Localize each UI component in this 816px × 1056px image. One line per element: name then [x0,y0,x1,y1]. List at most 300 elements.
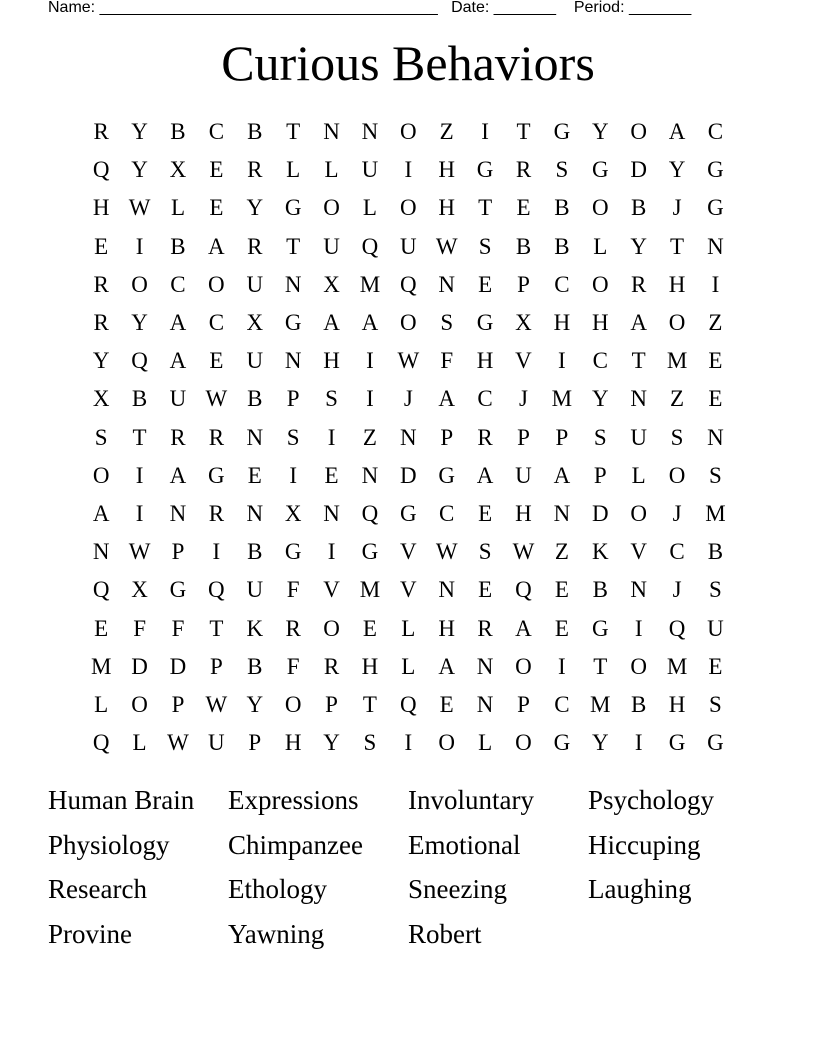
grid-letter[interactable]: U [361,157,379,183]
grid-letter[interactable]: U [400,233,417,259]
grid-letter[interactable]: S [593,424,607,450]
grid-letter[interactable]: I [212,539,221,565]
grid-letter[interactable]: A [169,310,187,336]
grid-letter[interactable]: E [516,195,531,221]
grid-letter[interactable]: U [208,730,225,756]
grid-letter[interactable]: O [92,462,110,488]
grid-letter[interactable]: P [171,539,185,565]
grid-letter[interactable]: O [591,271,609,297]
grid-letter[interactable]: B [247,539,263,565]
grid-letter[interactable]: T [286,119,301,145]
grid-letter[interactable]: L [401,653,416,679]
grid-letter[interactable]: I [135,500,144,526]
grid-letter[interactable]: Z [439,119,454,145]
grid-letter[interactable]: H [476,348,494,374]
grid-letter[interactable]: I [366,348,374,374]
grid-letter[interactable]: N [400,424,417,450]
grid-letter[interactable]: G [284,539,302,565]
grid-letter[interactable]: G [476,157,494,183]
grid-letter[interactable]: Q [92,157,110,183]
grid-letter[interactable]: O [208,271,225,297]
grid-letter[interactable]: C [208,119,225,145]
grid-letter[interactable]: W [167,730,189,756]
grid-letter[interactable]: T [516,119,531,145]
grid-letter[interactable]: Q [361,233,379,259]
grid-letter[interactable]: A [323,310,340,336]
grid-letter[interactable]: F [440,348,454,374]
grid-letter[interactable]: E [708,386,723,412]
grid-letter[interactable]: C [592,348,608,374]
grid-letter[interactable]: C [439,500,455,526]
grid-letter[interactable]: T [209,615,224,641]
grid-letter[interactable]: S [325,386,338,412]
grid-letter[interactable]: W [512,539,535,565]
grid-letter[interactable]: I [404,157,413,183]
grid-letter[interactable]: S [363,730,377,756]
grid-letter[interactable]: H [438,615,456,641]
grid-letter[interactable]: Q [131,348,148,374]
grid-letter[interactable]: M [666,348,688,374]
grid-letter[interactable]: Q [515,577,532,603]
grid-letter[interactable]: X [246,310,264,336]
grid-letter[interactable]: E [247,462,262,488]
grid-letter[interactable]: I [558,653,566,679]
grid-letter[interactable]: A [553,462,571,488]
grid-letter[interactable]: Y [591,386,609,412]
grid-letter[interactable]: U [515,462,532,488]
grid-letter[interactable]: Q [92,577,110,603]
grid-letter[interactable]: P [325,691,338,717]
grid-letter[interactable]: N [630,386,647,412]
grid-letter[interactable]: B [707,539,724,565]
grid-letter[interactable]: N [707,424,724,450]
grid-letter[interactable]: O [284,691,302,717]
grid-letter[interactable]: J [672,500,682,526]
grid-letter[interactable]: C [477,386,493,412]
grid-letter[interactable]: T [286,233,301,259]
grid-letter[interactable]: G [553,730,571,756]
grid-letter[interactable]: A [438,386,456,412]
grid-letter[interactable]: R [515,157,532,183]
grid-letter[interactable]: K [246,615,264,641]
grid-letter[interactable]: N [92,539,110,565]
grid-letter[interactable]: L [631,462,646,488]
grid-letter[interactable]: O [131,271,148,297]
grid-letter[interactable]: O [668,462,686,488]
grid-letter[interactable]: M [359,577,381,603]
grid-letter[interactable]: B [170,233,186,259]
grid-letter[interactable]: W [435,539,458,565]
grid-letter[interactable]: S [478,233,492,259]
grid-letter[interactable]: G [284,310,302,336]
grid-letter[interactable]: H [438,157,456,183]
grid-letter[interactable]: U [246,577,264,603]
grid-letter[interactable]: S [94,424,108,450]
grid-letter[interactable]: R [247,233,263,259]
grid-letter[interactable]: N [284,271,302,297]
grid-letter[interactable]: G [361,539,379,565]
grid-letter[interactable]: F [286,653,300,679]
grid-letter[interactable]: X [284,500,302,526]
grid-letter[interactable]: E [554,577,569,603]
grid-letter[interactable]: P [171,691,185,717]
grid-letter[interactable]: G [668,730,686,756]
grid-letter[interactable]: R [477,424,493,450]
grid-letter[interactable]: S [670,424,684,450]
grid-letter[interactable]: N [169,500,187,526]
grid-letter[interactable]: O [438,730,456,756]
grid-letter[interactable]: O [400,119,417,145]
grid-letter[interactable]: L [478,730,493,756]
grid-letter[interactable]: T [478,195,493,221]
grid-letter[interactable]: J [672,577,682,603]
grid-letter[interactable]: X [323,271,340,297]
letter-grid[interactable] [82,113,735,762]
word-bank-item: Psychology [588,785,715,815]
grid-letter[interactable]: H [591,310,609,336]
grid-letter[interactable]: I [711,271,720,297]
grid-letter[interactable]: V [400,577,417,603]
grid-letter[interactable]: Y [131,310,148,336]
grid-letter[interactable]: Y [131,157,148,183]
grid-letter[interactable]: F [171,615,185,641]
grid-letter[interactable]: G [438,462,456,488]
grid-letter[interactable]: X [131,577,148,603]
grid-letter[interactable]: T [593,653,608,679]
grid-letter[interactable]: B [131,386,148,412]
grid-letter[interactable]: G [707,157,724,183]
grid-letter[interactable]: T [670,233,685,259]
grid-letter[interactable]: Q [668,615,686,641]
grid-letter[interactable]: R [285,615,301,641]
grid-letter[interactable]: E [209,348,224,374]
grid-letter[interactable]: Y [246,195,264,221]
grid-letter[interactable]: O [630,653,647,679]
grid-letter[interactable]: B [247,386,263,412]
grid-letter[interactable]: U [707,615,724,641]
grid-letter[interactable]: U [246,271,264,297]
grid-letter[interactable]: O [591,195,609,221]
grid-letter[interactable]: O [400,195,417,221]
word-bank-item: Emotional [408,829,521,860]
grid-letter[interactable]: A [630,310,647,336]
grid-letter[interactable]: R [630,271,647,297]
grid-letter[interactable]: Y [630,233,647,259]
grid-letter[interactable]: B [554,195,570,221]
grid-letter[interactable]: O [515,730,532,756]
grid-letter[interactable]: A [476,462,494,488]
grid-letter[interactable]: P [517,271,530,297]
grid-letter[interactable]: T [631,348,646,374]
grid-letter[interactable]: N [476,691,494,717]
grid-letter[interactable]: Z [554,539,569,565]
grid-letter[interactable]: S [555,157,569,183]
grid-letter[interactable]: Y [591,730,609,756]
grid-letter[interactable]: D [131,653,148,679]
grid-letter[interactable]: B [630,195,647,221]
grid-letter[interactable]: U [323,233,340,259]
grid-letter[interactable]: H [668,691,686,717]
grid-letter[interactable]: K [591,539,609,565]
grid-letter[interactable]: N [361,462,379,488]
grid-letter[interactable]: Y [92,348,110,374]
grid-letter[interactable]: S [286,424,300,450]
grid-letter[interactable]: Z [362,424,377,450]
grid-letter[interactable]: B [515,233,532,259]
grid-letter[interactable]: I [558,348,566,374]
grid-letter[interactable]: S [709,691,722,717]
grid-letter[interactable]: Q [208,577,225,603]
grid-letter[interactable]: Y [246,691,264,717]
grid-letter[interactable]: P [248,730,262,756]
grid-letter[interactable]: M [359,271,381,297]
grid-letter[interactable]: Y [668,157,686,183]
grid-letter[interactable]: W [128,539,151,565]
grid-letter[interactable]: X [92,386,110,412]
grid-letter[interactable]: A [169,348,187,374]
grid-letter[interactable]: V [630,539,647,565]
grid-letter[interactable]: B [247,653,263,679]
grid-letter[interactable]: N [438,577,456,603]
grid-letter[interactable]: W [205,386,228,412]
grid-letter[interactable]: M [705,500,726,526]
grid-letter[interactable]: L [170,195,185,221]
grid-letter[interactable]: V [515,348,532,374]
grid-letter[interactable]: P [555,424,569,450]
grid-letter[interactable]: G [553,119,571,145]
grid-letter[interactable]: N [476,653,494,679]
grid-letter[interactable]: P [286,386,300,412]
grid-letter[interactable]: E [209,195,224,221]
grid-letter[interactable]: I [135,462,144,488]
grid-letter[interactable]: R [208,500,225,526]
grid-letter[interactable]: D [630,157,647,183]
grid-letter[interactable]: X [515,310,532,336]
grid-letter[interactable]: I [327,539,336,565]
grid-letter[interactable]: Z [670,386,685,412]
word-bank-item: Ethology [228,874,327,904]
grid-letter[interactable]: D [400,462,417,488]
grid-letter[interactable]: J [403,386,413,412]
grid-letter[interactable]: I [481,119,489,145]
grid-letter[interactable]: B [554,233,570,259]
word-bank-item: Expressions [228,785,359,815]
grid-letter[interactable]: C [208,310,225,336]
name-field-label[interactable]: Name: ______________________________________ [48,0,438,16]
student-info-header [48,0,691,17]
grid-letter[interactable]: Q [92,730,110,756]
grid-letter[interactable]: L [362,195,377,221]
grid-letter[interactable]: W [397,348,420,374]
grid-letter[interactable]: I [289,462,297,488]
grid-letter[interactable]: I [404,730,413,756]
grid-letter[interactable]: S [709,577,722,603]
grid-letter[interactable]: J [672,195,682,221]
grid-letter[interactable]: A [668,119,686,145]
grid-letter[interactable]: E [94,615,109,641]
grid-letter[interactable]: O [515,653,532,679]
grid-letter[interactable]: U [630,424,647,450]
grid-letter[interactable]: F [286,577,300,603]
grid-letter[interactable]: G [208,462,225,488]
grid-letter[interactable]: H [515,500,532,526]
grid-letter[interactable]: S [440,310,454,336]
grid-letter[interactable]: H [668,271,686,297]
grid-letter[interactable]: N [553,500,571,526]
grid-letter[interactable]: C [554,691,570,717]
grid-letter[interactable]: N [361,119,379,145]
grid-letter[interactable]: C [707,119,724,145]
grid-letter[interactable]: G [591,157,609,183]
grid-letter[interactable]: N [707,233,724,259]
grid-letter[interactable]: Y [591,119,609,145]
grid-letter[interactable]: P [209,653,223,679]
period-field-label[interactable]: Period: _______ [573,0,692,16]
grid-letter[interactable]: D [169,653,187,679]
grid-letter[interactable]: A [208,233,225,259]
grid-letter[interactable]: P [593,462,607,488]
grid-letter[interactable]: P [440,424,454,450]
grid-letter[interactable]: B [630,691,647,717]
date-field-label[interactable]: Date: _______ [451,0,557,16]
grid-letter[interactable]: E [478,577,493,603]
grid-letter[interactable]: R [208,424,225,450]
grid-letter[interactable]: Y [323,730,340,756]
grid-letter[interactable]: A [92,500,110,526]
grid-letter[interactable]: U [246,348,264,374]
grid-letter[interactable]: G [400,500,417,526]
grid-letter[interactable]: P [517,691,530,717]
grid-letter[interactable]: H [284,730,302,756]
grid-letter[interactable]: N [246,500,264,526]
grid-letter[interactable]: Z [708,310,723,336]
grid-letter[interactable]: O [131,691,148,717]
grid-letter[interactable]: O [323,195,340,221]
grid-letter[interactable]: T [362,691,377,717]
grid-letter[interactable]: Q [400,691,417,717]
grid-letter[interactable]: E [708,653,723,679]
grid-letter[interactable]: E [324,462,339,488]
grid-letter[interactable]: A [169,462,187,488]
grid-letter[interactable]: G [591,615,609,641]
grid-letter[interactable]: G [707,195,724,221]
grid-letter[interactable]: F [133,615,146,641]
grid-letter[interactable]: H [323,348,340,374]
grid-letter[interactable]: Y [131,119,148,145]
grid-letter[interactable]: B [247,119,263,145]
grid-letter[interactable]: M [590,691,611,717]
grid-letter[interactable]: M [666,653,688,679]
grid-letter[interactable]: N [323,500,340,526]
grid-letter[interactable]: M [90,653,112,679]
grid-letter[interactable]: I [135,233,144,259]
grid-letter[interactable]: O [668,310,686,336]
grid-letter[interactable]: S [478,539,492,565]
grid-letter[interactable]: N [323,119,340,145]
grid-letter[interactable]: I [327,424,336,450]
grid-letter[interactable]: W [435,233,458,259]
word-bank-item: Involuntary [408,785,534,815]
grid-letter[interactable]: C [669,539,685,565]
grid-letter[interactable]: N [630,577,647,603]
grid-letter[interactable]: E [708,348,723,374]
grid-letter[interactable]: Q [361,500,379,526]
grid-letter[interactable]: G [284,195,302,221]
grid-letter[interactable]: G [707,730,724,756]
grid-letter[interactable]: H [438,195,456,221]
grid-letter[interactable]: N [284,348,302,374]
grid-letter[interactable]: T [132,424,147,450]
grid-letter[interactable]: G [169,577,187,603]
grid-letter[interactable]: A [515,615,532,641]
grid-letter[interactable]: O [630,119,647,145]
grid-letter[interactable]: A [438,653,456,679]
grid-letter[interactable]: A [361,310,379,336]
grid-letter[interactable]: P [517,424,530,450]
grid-letter[interactable]: L [324,157,339,183]
grid-letter[interactable]: R [93,119,109,145]
grid-letter[interactable]: S [709,462,722,488]
grid-letter[interactable]: G [476,310,494,336]
grid-letter[interactable]: L [286,157,301,183]
grid-letter[interactable]: J [519,386,528,412]
word-bank-item: Chimpanzee [228,829,363,860]
grid-letter[interactable]: I [366,386,374,412]
grid-letter[interactable]: E [478,271,493,297]
grid-letter[interactable]: E [94,233,109,259]
grid-letter[interactable]: X [169,157,187,183]
grid-letter[interactable]: O [323,615,340,641]
grid-letter[interactable]: Q [400,271,417,297]
grid-letter[interactable]: R [170,424,186,450]
grid-letter[interactable]: I [634,615,643,641]
grid-letter[interactable]: W [128,195,151,221]
grid-letter[interactable]: N [438,271,456,297]
grid-letter[interactable]: E [362,615,377,641]
grid-letter[interactable]: R [93,310,109,336]
grid-letter[interactable]: H [92,195,110,221]
grid-letter[interactable]: B [170,119,186,145]
grid-letter[interactable]: C [554,271,570,297]
grid-letter[interactable]: L [593,233,608,259]
grid-letter[interactable]: W [205,691,228,717]
grid-letter[interactable]: L [132,730,147,756]
grid-letter[interactable]: D [591,500,609,526]
grid-letter[interactable]: L [401,615,416,641]
grid-letter[interactable]: H [361,653,379,679]
grid-letter[interactable]: M [551,386,573,412]
grid-letter[interactable]: I [634,730,643,756]
grid-letter[interactable]: E [439,691,454,717]
grid-letter[interactable]: E [209,157,224,183]
grid-letter[interactable]: O [630,500,647,526]
grid-letter[interactable]: R [323,653,340,679]
grid-letter[interactable]: O [400,310,417,336]
grid-letter[interactable]: R [93,271,109,297]
grid-letter[interactable]: L [94,691,109,717]
grid-letter[interactable]: U [169,386,187,412]
grid-letter[interactable]: N [246,424,264,450]
grid-letter[interactable]: V [400,539,417,565]
grid-letter[interactable]: E [478,500,493,526]
grid-letter[interactable]: V [323,577,340,603]
grid-letter[interactable]: R [477,615,493,641]
grid-letter[interactable]: B [592,577,608,603]
grid-letter[interactable]: R [247,157,263,183]
grid-letter[interactable]: H [553,310,571,336]
grid-letter[interactable]: C [170,271,186,297]
grid-letter[interactable]: E [554,615,569,641]
